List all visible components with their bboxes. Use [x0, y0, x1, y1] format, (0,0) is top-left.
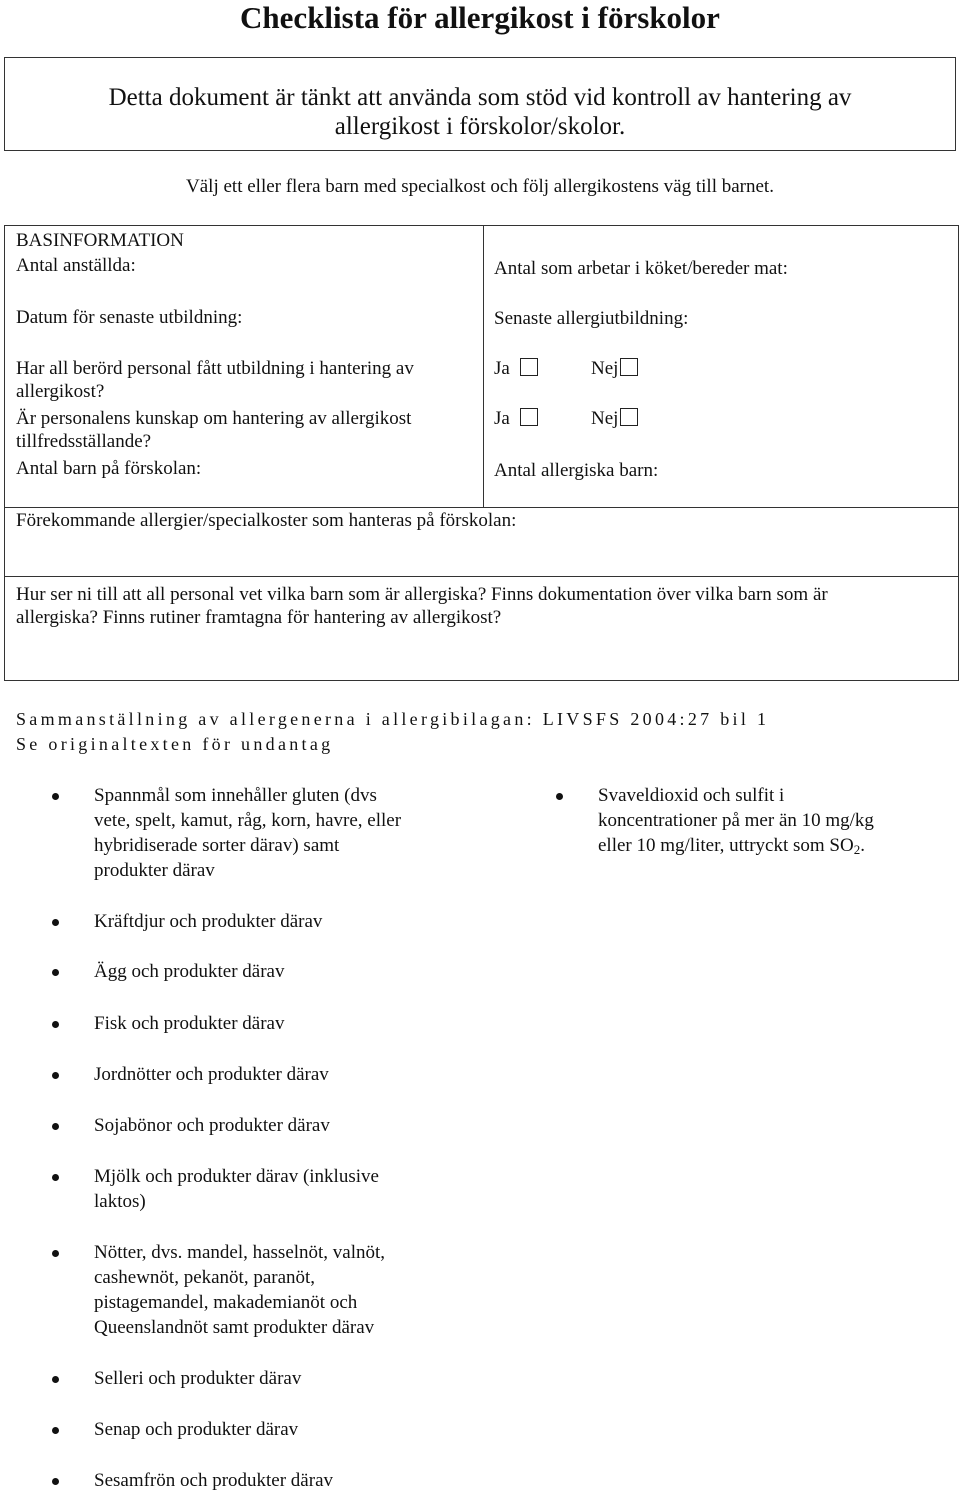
children-count-label[interactable]: Antal barn på förskolan: [16, 458, 202, 479]
intro-box [4, 57, 956, 151]
bullet-icon [52, 1250, 59, 1257]
question-line: tillfredsställande? [16, 431, 152, 452]
question-line: allergikost? [16, 381, 105, 402]
list-item-line: Senap och produkter därav [94, 1419, 299, 1440]
question-training [16, 357, 414, 403]
page-title: Checklista för allergikost i förskolor [240, 0, 720, 35]
column-divider [483, 226, 484, 508]
list-item-line: Ägg och produkter därav [94, 961, 285, 982]
list-item-line: vete, spelt, kamut, råg, korn, havre, eller [94, 810, 402, 831]
training-date-label[interactable]: Datum för senaste utbildning: [16, 307, 243, 328]
intro-line-2: allergikost i förskolor/skolor. [334, 113, 626, 140]
staff-count-label[interactable]: Antal anställda: [16, 255, 136, 276]
training-choice [494, 357, 619, 380]
bullet-icon [52, 919, 59, 926]
list-item-line: laktos) [94, 1191, 146, 1212]
form-heading: BASINFORMATION [16, 230, 184, 251]
no-label: Nej [591, 408, 619, 429]
bullet-icon [52, 1123, 59, 1130]
list-item-line: cashewnöt, pekanöt, paranöt, [94, 1267, 316, 1288]
allergy-training-label[interactable]: Senaste allergiutbildning: [494, 308, 689, 329]
allergen-summary-heading [16, 707, 769, 757]
question-line: Hur ser ni till att all personal vet vilka barn som är allergiska? Finns dokumentation över vilka barn som är [16, 584, 828, 605]
bullet-icon [556, 793, 563, 800]
no-checkbox[interactable] [620, 358, 638, 376]
no-checkbox[interactable] [620, 408, 638, 426]
list-item-line: Mjölk och produkter därav (inklusive [94, 1166, 379, 1187]
question-line: allergiska? Finns rutiner framtagna för hantering av allergikost? [16, 607, 502, 628]
list-item-line: Fisk och produkter därav [94, 1013, 285, 1034]
list-item-line: koncentrationer på mer än 10 mg/kg [598, 810, 874, 831]
basic-info-form [4, 225, 959, 681]
intro-line-1: Detta dokument är tänkt att använda som stöd vid kontroll av hantering av [108, 84, 852, 111]
summary-line-2: Se originaltexten för undantag [16, 734, 334, 754]
instruction-text: Välj ett eller flera barn med specialkost och följ allergikostens väg till barnet. [186, 176, 774, 197]
list-item-line: Jordnötter och produkter därav [94, 1064, 329, 1085]
allergies-label[interactable]: Förekommande allergier/specialkoster som hanteras på förskolan: [16, 510, 517, 531]
bullet-icon [52, 1376, 59, 1383]
list-item-line: Selleri och produkter därav [94, 1368, 302, 1389]
list-item-line: Kräftdjur och produkter därav [94, 911, 323, 932]
question-line: Är personalens kunskap om hantering av allergikost [16, 408, 412, 429]
row-divider [5, 507, 958, 508]
question-routines[interactable] [16, 583, 828, 629]
bullet-icon [52, 793, 59, 800]
yes-label: Ja [494, 408, 510, 429]
yes-checkbox[interactable] [520, 358, 538, 376]
bullet-icon [52, 1174, 59, 1181]
list-item-line: Sesamfrön och produkter därav [94, 1470, 334, 1491]
summary-line-1: Sammanställning av allergenerna i allergibilagan: LIVSFS 2004:27 bil 1 [16, 709, 770, 729]
list-item-line: Spannmål som innehåller gluten (dvs [94, 785, 377, 806]
list-item-line: produkter därav [94, 860, 215, 881]
kitchen-staff-label[interactable]: Antal som arbetar i köket/bereder mat: [494, 258, 788, 279]
list-item-line: hybridiserade sorter därav) samt [94, 835, 340, 856]
bullet-icon [52, 1427, 59, 1434]
no-label: Nej [591, 358, 619, 379]
row-divider [5, 576, 958, 577]
bullet-icon [52, 1021, 59, 1028]
bullet-icon [52, 969, 59, 976]
list-item-line: Nötter, dvs. mandel, hasselnöt, valnöt, [94, 1242, 386, 1263]
yes-label: Ja [494, 358, 510, 379]
question-line: Har all berörd personal fått utbildning i hantering av [16, 358, 414, 379]
yes-checkbox[interactable] [520, 408, 538, 426]
list-item-line: pistagemandel, makademianöt och [94, 1292, 358, 1313]
list-item-line: Queenslandnöt samt produkter därav [94, 1317, 375, 1338]
knowledge-choice [494, 407, 619, 430]
question-knowledge [16, 407, 411, 453]
list-item-line: Sojabönor och produkter därav [94, 1115, 330, 1136]
bullet-icon [52, 1072, 59, 1079]
list-item-line: Svaveldioxid och sulfit i [598, 785, 785, 806]
list-item-line: eller 10 mg/liter, uttryckt som $SO_2$. [598, 835, 865, 857]
allergic-children-label[interactable]: Antal allergiska barn: [494, 460, 659, 481]
bullet-icon [52, 1478, 59, 1485]
